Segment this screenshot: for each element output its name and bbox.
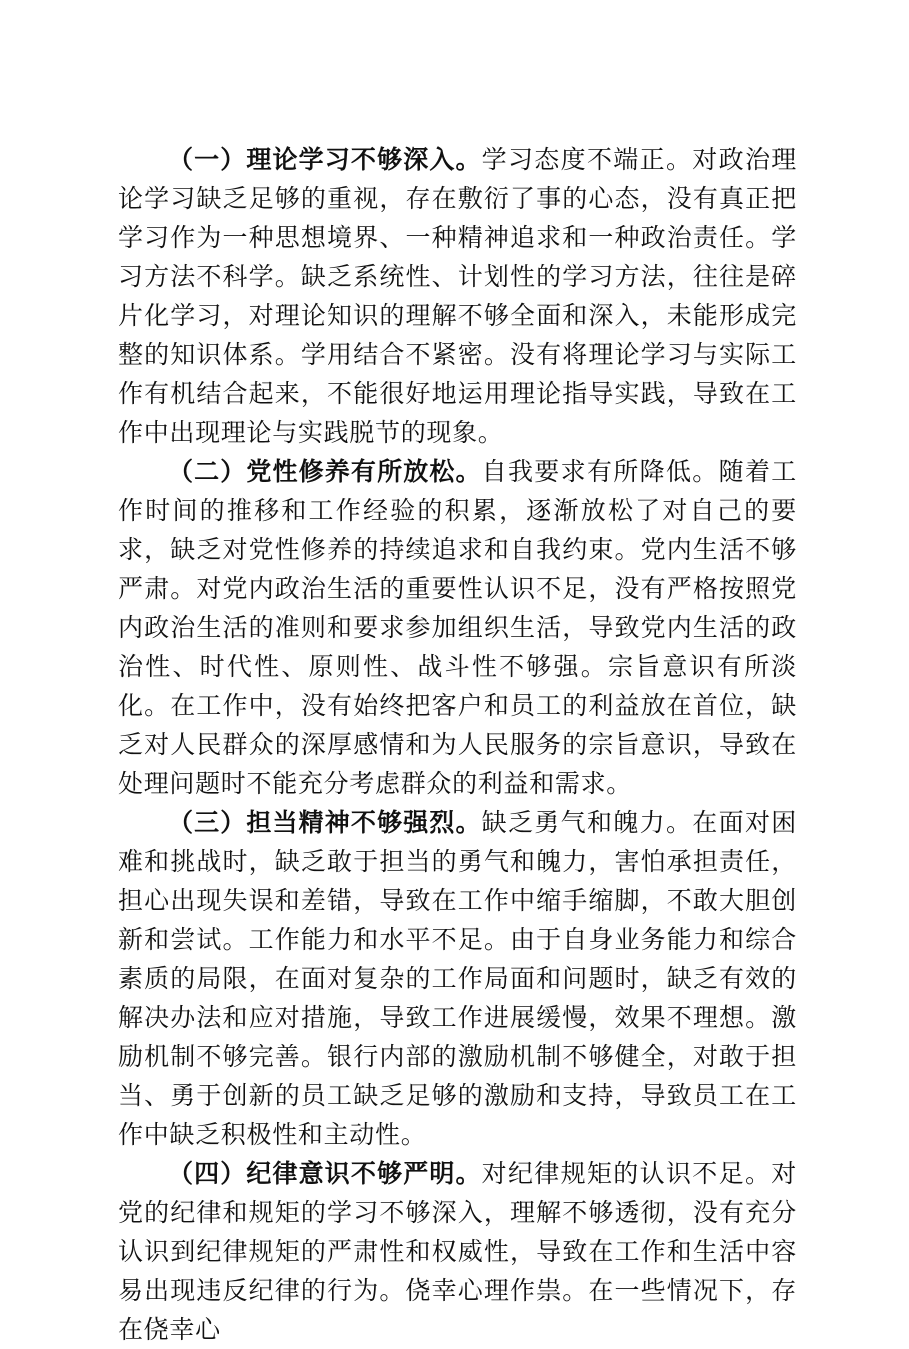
paragraph-2	[118, 452, 797, 803]
paragraph-2-heading: （二）党性修养有所放松。	[168, 457, 482, 486]
paragraph-3-heading: （三）担当精神不够强烈。	[168, 808, 482, 837]
paragraph-1-body: 学习态度不端正。对政治理论学习缺乏足够的重视，存在敷衍了事的心态，没有真正把学习作为一种思想境界、一种精神追求和一种政治责任。学习方法不科学。缺乏系统性、计划性的学习方法，往往是碎片化学习，对理论知识的理解不够全面和深入，未能形成完整的知识体系。学用结合不紧密。没有将理论学习与实际工作有机结合起来，不能很好地运用理论指导实践，导致在工作中出现理论与实践脱节的现象。	[118, 145, 797, 447]
paragraph-1-heading: （一）理论学习不够深入。	[168, 145, 482, 174]
paragraph-4-heading: （四）纪律意识不够严明。	[168, 1159, 482, 1188]
paragraph-4	[118, 1154, 797, 1349]
paragraph-3	[118, 803, 797, 1154]
paragraph-2-body: 自我要求有所降低。随着工作时间的推移和工作经验的积累，逐渐放松了对自己的要求，缺乏对党性修养的持续追求和自我约束。党内生活不够严肃。对党内政治生活的重要性认识不足，没有严格按照党内政治生活的准则和要求参加组织生活，导致党内生活的政治性、时代性、原则性、战斗性不够强。宗旨意识有所淡化。在工作中，没有始终把客户和员工的利益放在首位，缺乏对人民群众的深厚感情和为人民服务的宗旨意识，导致在处理问题时不能充分考虑群众的利益和需求。	[118, 457, 797, 798]
paragraph-3-body: 缺乏勇气和魄力。在面对困难和挑战时，缺乏敢于担当的勇气和魄力，害怕承担责任，担心出现失误和差错，导致在工作中缩手缩脚，不敢大胆创新和尝试。工作能力和水平不足。由于自身业务能力和综合素质的局限，在面对复杂的工作局面和问题时，缺乏有效的解决办法和应对措施，导致工作进展缓慢，效果不理想。激励机制不够完善。银行内部的激励机制不够健全，对敢于担当、勇于创新的员工缺乏足够的激励和支持，导致员工在工作中缺乏积极性和主动性。	[118, 808, 797, 1149]
paragraph-4-body: 对纪律规矩的认识不足。对党的纪律和规矩的学习不够深入，理解不够透彻，没有充分认识到纪律规矩的严肃性和权威性，导致在工作和生活中容易出现违反纪律的行为。侥幸心理作祟。在一些情况下，存在侥幸心	[118, 1159, 797, 1344]
paragraph-1	[118, 140, 797, 452]
